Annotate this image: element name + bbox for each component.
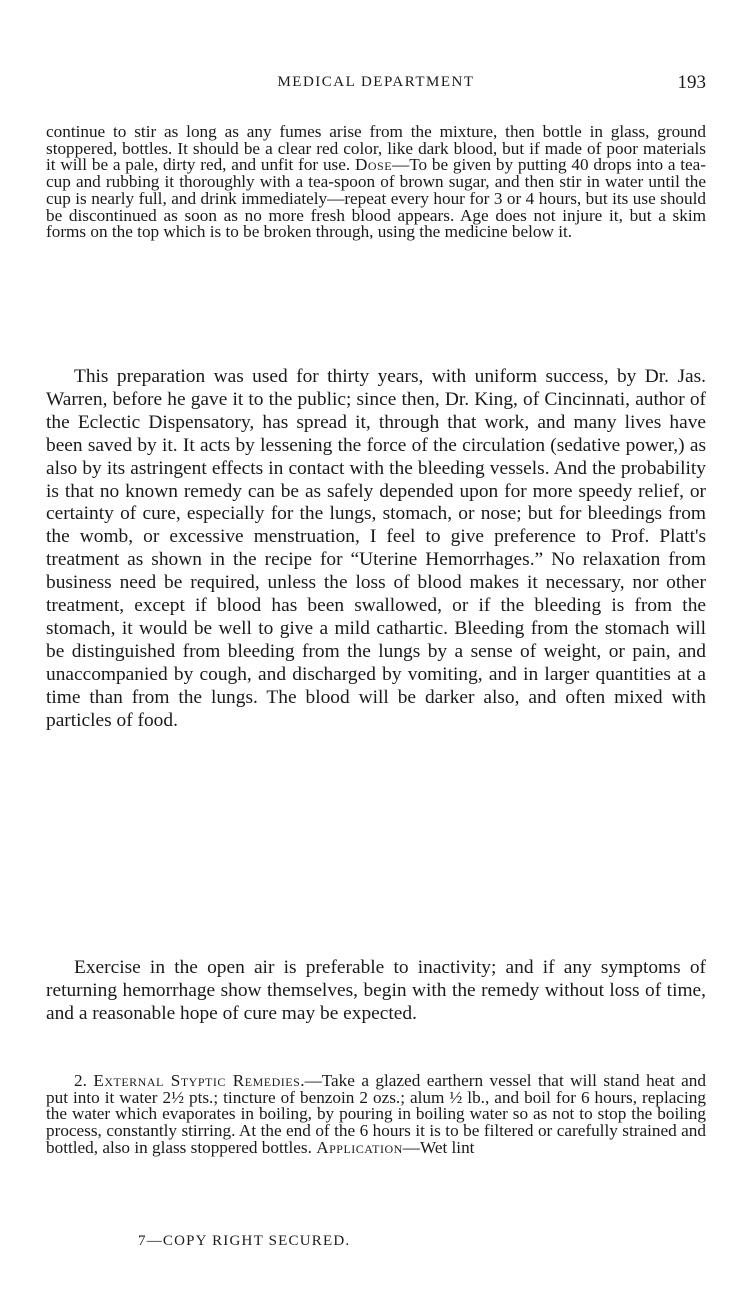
signature-mark: 7—COPY RIGHT SECURED. xyxy=(138,1233,351,1249)
external-remedies-text: .—Take a glazed earthern vessel that will stand heat and put into it water 2½ pts.; tincture of benzoin 2 ozs.; alum ½ lb., and boil for 6 hours, replacing the water which evaporates in boiling, by pouring in boiling water so as not to stop the boiling process, constantly stirring. At the end of the 6 hours it is to be filtered or carefully strained and bottled, also in glass stoppered bottles. xyxy=(46,1071,706,1157)
application-label: Application xyxy=(316,1137,403,1157)
exercise-text: Exercise in the open air is preferable to inactivity; and if any symptoms of returning hemorrhage show themselves, begin with the remedy without loss of time, and a reasonable hope of cure may be expected. xyxy=(46,957,706,1024)
page-header xyxy=(46,74,706,98)
section-heading: External Styptic Remedies xyxy=(93,1071,301,1090)
paragraph-exercise xyxy=(46,957,706,1026)
dose-text-intro: continue to stir as long as any fumes arise from the mixture, then bottle in glass, ground stoppered, bottles. It should be a clear red color, like dark blood, but if made of poor materials it will be a pale, dirty red, and unfit for use. xyxy=(46,122,706,175)
dose-label: Dose xyxy=(354,155,393,175)
dose-text-rest: —To be given by putting 40 drops into a tea-cup and rubbing it thoroughly with a tea-spoon of brown sugar, and then stir in water until the cup is nearly full, and drink immediately—repeat every hour for 3 or 4 hours, but its use should be discontinued as soon as no more fresh blood appears. Age does not injure it, but a skim forms on the top which is to be broken through, using the medicine below it. xyxy=(46,155,706,242)
page-number: 193 xyxy=(677,72,706,93)
application-tail: —Wet lint xyxy=(402,1137,475,1157)
paragraph-dose xyxy=(46,124,706,241)
paragraph-history xyxy=(46,366,706,733)
history-text: This preparation was used for thirty years, with uniform success, by Dr. Jas. Warren, before he gave it to the public; since then, Dr. King, of Cincinnati, author of the Eclectic Dispensatory, has spread it, through that work, and many lives have been saved by it. It acts by lessening the force of the circulation (sedative power,) as also by its astringent effects in contact with the bleeding vessels. And the probability is that no known remedy can be as safely depended upon for more speedy relief, or certainty of cure, especially for the lungs, stomach, or nose; but for bleedings from the womb, or excessive menstruation, I feel to give preference to Prof. Platt's treatment as shown in the recipe for “Uterine Hemorrhages.” No relaxation from business need be required, unless the loss of blood makes it necessary, nor other treatment, except if blood has been swallowed, or if the bleeding is from the stomach, it would be well to give a mild cathartic. Bleeding from the stomach will be distinguished from bleeding from the lungs by a sense of weight, or pain, and unaccompanied by cough, and discharged by vomiting, and in larger quantities at a time than from the lungs. The blood will be darker also, and often mixed with particles of food. xyxy=(46,366,706,731)
running-head: MEDICAL DEPARTMENT xyxy=(277,74,475,90)
paragraph-external-remedies xyxy=(46,1073,706,1157)
section-number: 2. xyxy=(74,1071,87,1090)
